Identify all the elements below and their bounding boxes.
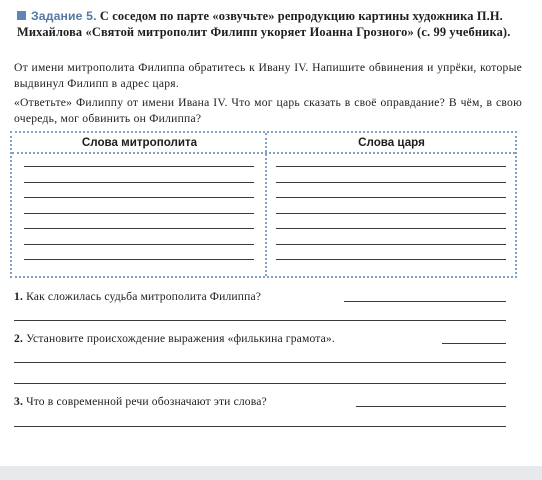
tsar-writing-line[interactable] bbox=[276, 166, 506, 167]
tsar-writing-line[interactable] bbox=[276, 197, 506, 198]
answer-line-3a[interactable] bbox=[356, 406, 506, 407]
task-text: С соседом по парте «озвучьте» репродукцию картины художника П.Н. Михайлова «Святой митрополит Филипп укоряет Иоанна Грозного» (с. 99 учебника). bbox=[17, 9, 511, 39]
metropolitan-writing-line[interactable] bbox=[24, 228, 254, 229]
metropolitan-writing-line[interactable] bbox=[24, 166, 254, 167]
tsar-writing-line[interactable] bbox=[276, 244, 506, 245]
tsar-writing-line[interactable] bbox=[276, 259, 506, 260]
table-column-divider bbox=[265, 133, 267, 276]
task-heading bbox=[17, 8, 527, 40]
metropolitan-writing-line[interactable] bbox=[24, 197, 254, 198]
answer-line-2b[interactable] bbox=[14, 362, 506, 363]
answer-line-2c[interactable] bbox=[14, 383, 506, 384]
question-3 bbox=[14, 394, 267, 409]
question-text: Что в современной речи обозначают эти слова? bbox=[26, 395, 267, 408]
question-2 bbox=[14, 331, 335, 346]
question-number: 3. bbox=[14, 395, 23, 408]
answer-line-1b[interactable] bbox=[14, 320, 506, 321]
answer-line-2a[interactable] bbox=[442, 343, 506, 344]
metropolitan-writing-line[interactable] bbox=[24, 213, 254, 214]
question-text: Установите происхождение выражения «филькина грамота». bbox=[26, 332, 335, 345]
metropolitan-writing-line[interactable] bbox=[24, 182, 254, 183]
metropolitan-writing-line[interactable] bbox=[24, 244, 254, 245]
answer-line-1a[interactable] bbox=[344, 301, 506, 302]
instruction-paragraph-1: От имени митрополита Филиппа обратитесь к Ивану IV. Напишите обвинения и упрёки, которые выдвинул Филипп в адрес царя. bbox=[14, 61, 522, 90]
question-text: Как сложилась судьба митрополита Филиппа? bbox=[26, 290, 262, 303]
question-1 bbox=[14, 289, 261, 304]
answer-line-3b[interactable] bbox=[14, 426, 506, 427]
table-header-tsar: Слова царя bbox=[358, 136, 425, 149]
question-number: 2. bbox=[14, 332, 23, 345]
tsar-writing-line[interactable] bbox=[276, 182, 506, 183]
instruction-paragraph-2: «Ответьте» Филиппу от имени Ивана IV. Что мог царь сказать в своё оправдание? В чём, в свою очередь, мог обвинить он Филиппа? bbox=[14, 96, 522, 125]
task-label: Задание 5. bbox=[31, 9, 97, 23]
scan-bottom-edge bbox=[0, 466, 542, 480]
table-header-separator bbox=[12, 152, 515, 154]
answer-table bbox=[10, 131, 517, 278]
square-bullet-icon bbox=[17, 11, 26, 20]
metropolitan-writing-line[interactable] bbox=[24, 259, 254, 260]
tsar-writing-line[interactable] bbox=[276, 213, 506, 214]
question-number: 1. bbox=[14, 290, 23, 303]
tsar-writing-line[interactable] bbox=[276, 228, 506, 229]
table-header-metropolitan: Слова митрополита bbox=[81, 136, 198, 149]
